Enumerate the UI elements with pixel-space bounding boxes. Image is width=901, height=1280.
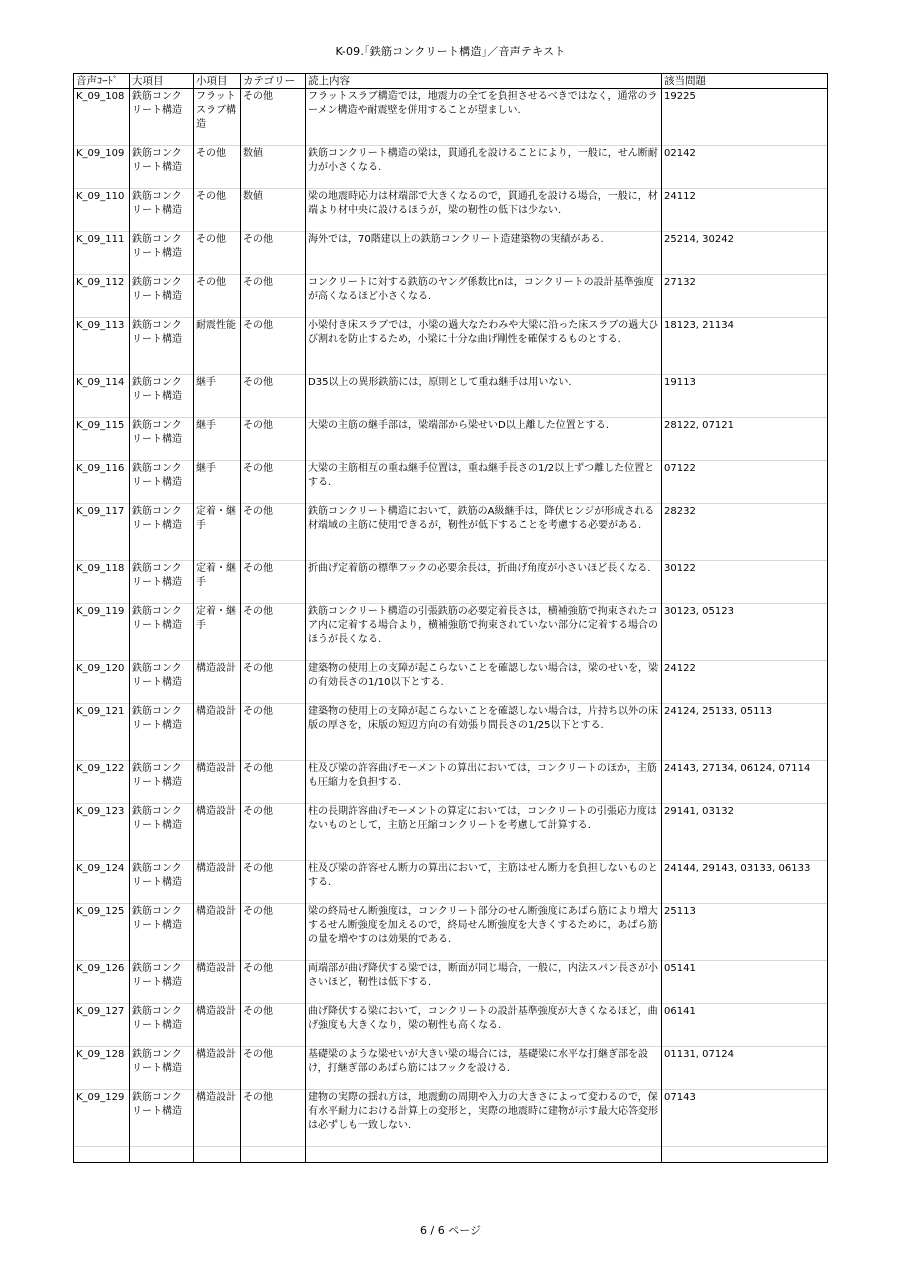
empty-cell xyxy=(306,1147,662,1163)
cell-category: その他 xyxy=(241,761,306,804)
table-body xyxy=(74,89,828,1163)
cell-questions: 30122 xyxy=(662,561,828,604)
cell-code: K_09_120 xyxy=(74,661,130,704)
cell-category: その他 xyxy=(241,318,306,375)
empty-cell xyxy=(194,1147,241,1163)
cell-major: 鉄筋コンクリート構造 xyxy=(130,232,194,275)
cell-minor: 構造設計 xyxy=(194,1047,241,1090)
cell-minor: 継手 xyxy=(194,418,241,461)
table-row xyxy=(74,504,828,561)
cell-code: K_09_108 xyxy=(74,89,130,146)
cell-major: 鉄筋コンクリート構造 xyxy=(130,275,194,318)
table-row xyxy=(74,904,828,961)
cell-minor: フラットスラブ構造 xyxy=(194,89,241,146)
cell-minor: その他 xyxy=(194,146,241,189)
cell-category: 数値 xyxy=(241,189,306,232)
table-row xyxy=(74,461,828,504)
cell-text: コンクリートに対する鉄筋のヤング係数比nは，コンクリートの設計基準強度が高くなるほど小さくなる. xyxy=(306,275,662,318)
table-row xyxy=(74,232,828,275)
cell-major: 鉄筋コンクリート構造 xyxy=(130,561,194,604)
cell-minor: 構造設計 xyxy=(194,661,241,704)
cell-text: フラットスラブ構造では，地震力の全てを負担させるべきではなく，通常のラーメン構造や耐震壁を併用することが望ましい. xyxy=(306,89,662,146)
cell-major: 鉄筋コンクリート構造 xyxy=(130,904,194,961)
table-header-row xyxy=(74,74,828,89)
cell-minor: 耐震性能 xyxy=(194,318,241,375)
cell-category: その他 xyxy=(241,275,306,318)
cell-category: その他 xyxy=(241,604,306,661)
cell-category: その他 xyxy=(241,1004,306,1047)
cell-category: その他 xyxy=(241,561,306,604)
cell-code: K_09_124 xyxy=(74,861,130,904)
cell-code: K_09_112 xyxy=(74,275,130,318)
cell-text: 建築物の使用上の支障が起こらないことを確認しない場合は，片持ち以外の床版の厚さを，床版の短辺方向の有効張り間長さの1/25以下とする. xyxy=(306,704,662,761)
cell-major: 鉄筋コンクリート構造 xyxy=(130,1090,194,1147)
cell-minor: 構造設計 xyxy=(194,704,241,761)
cell-category: その他 xyxy=(241,461,306,504)
cell-minor: 継手 xyxy=(194,375,241,418)
cell-questions: 24124, 25133, 05113 xyxy=(662,704,828,761)
cell-category: その他 xyxy=(241,861,306,904)
cell-category: その他 xyxy=(241,804,306,861)
page-title: K-09.｢鉄筋コンクリート構造｣／音声テキスト xyxy=(335,45,566,58)
cell-minor: その他 xyxy=(194,232,241,275)
table-row xyxy=(74,661,828,704)
cell-code: K_09_123 xyxy=(74,804,130,861)
cell-category: その他 xyxy=(241,1047,306,1090)
cell-questions: 06141 xyxy=(662,1004,828,1047)
cell-major: 鉄筋コンクリート構造 xyxy=(130,418,194,461)
cell-questions: 24143, 27134, 06124, 07114 xyxy=(662,761,828,804)
empty-cell xyxy=(241,1147,306,1163)
cell-questions: 28232 xyxy=(662,504,828,561)
column-header-questions: 該当問題 xyxy=(662,74,828,89)
cell-major: 鉄筋コンクリート構造 xyxy=(130,1004,194,1047)
cell-minor: 定着・継手 xyxy=(194,604,241,661)
cell-code: K_09_122 xyxy=(74,761,130,804)
cell-major: 鉄筋コンクリート構造 xyxy=(130,661,194,704)
cell-category: その他 xyxy=(241,661,306,704)
column-header-code: 音声ｺｰﾄﾞ xyxy=(74,74,130,89)
cell-code: K_09_116 xyxy=(74,461,130,504)
cell-text: 柱の長期許容曲げモーメントの算定においては，コンクリートの引張応力度はないものとして，主筋と圧縮コンクリートを考慮して計算する. xyxy=(306,804,662,861)
table-row xyxy=(74,89,828,146)
cell-major: 鉄筋コンクリート構造 xyxy=(130,804,194,861)
cell-category: その他 xyxy=(241,504,306,561)
cell-category: その他 xyxy=(241,375,306,418)
cell-minor: 定着・継手 xyxy=(194,504,241,561)
cell-code: K_09_110 xyxy=(74,189,130,232)
table-row xyxy=(74,761,828,804)
cell-questions: 07143 xyxy=(662,1090,828,1147)
cell-code: K_09_125 xyxy=(74,904,130,961)
cell-questions: 01131, 07124 xyxy=(662,1047,828,1090)
cell-text: 大梁の主筋相互の重ね継手位置は，重ね継手長さの1/2以上ずつ離した位置とする. xyxy=(306,461,662,504)
cell-code: K_09_113 xyxy=(74,318,130,375)
cell-text: 柱及び梁の許容せん断力の算出において，主筋はせん断力を負担しないものとする. xyxy=(306,861,662,904)
table-empty-row xyxy=(74,1147,828,1163)
cell-category: 数値 xyxy=(241,146,306,189)
cell-text: 柱及び梁の許容曲げモーメントの算出においては，コンクリートのほか，主筋も圧縮力を負担する. xyxy=(306,761,662,804)
cell-category: その他 xyxy=(241,1090,306,1147)
cell-code: K_09_111 xyxy=(74,232,130,275)
empty-cell xyxy=(130,1147,194,1163)
cell-questions: 19113 xyxy=(662,375,828,418)
cell-code: K_09_119 xyxy=(74,604,130,661)
column-header-text: 読上内容 xyxy=(306,74,662,89)
table-row xyxy=(74,418,828,461)
cell-code: K_09_127 xyxy=(74,1004,130,1047)
cell-questions: 05141 xyxy=(662,961,828,1004)
cell-major: 鉄筋コンクリート構造 xyxy=(130,704,194,761)
cell-code: K_09_109 xyxy=(74,146,130,189)
cell-text: 鉄筋コンクリート構造の引張鉄筋の必要定着長さは，横補強筋で拘束されたコア内に定着する場合より，横補強筋で拘束されていない部分に定着する場合のほうが長くなる. xyxy=(306,604,662,661)
cell-text: 鉄筋コンクリート構造の梁は，貫通孔を設けることにより，一般に，せん断耐力が小さくなる. xyxy=(306,146,662,189)
page-number: 6 / 6 ページ xyxy=(420,1224,481,1237)
cell-code: K_09_114 xyxy=(74,375,130,418)
cell-minor: 継手 xyxy=(194,461,241,504)
cell-questions: 24112 xyxy=(662,189,828,232)
cell-code: K_09_121 xyxy=(74,704,130,761)
cell-code: K_09_126 xyxy=(74,961,130,1004)
cell-text: 梁の終局せん断強度は，コンクリート部分のせん断強度にあばら筋により増大するせん断強度を加えるので，終局せん断強度を大きくするために，あばら筋の量を増やすのは効果的である. xyxy=(306,904,662,961)
column-header-minor: 小項目 xyxy=(194,74,241,89)
cell-major: 鉄筋コンクリート構造 xyxy=(130,375,194,418)
cell-questions: 02142 xyxy=(662,146,828,189)
cell-category: その他 xyxy=(241,704,306,761)
table-row xyxy=(74,275,828,318)
cell-category: その他 xyxy=(241,232,306,275)
cell-text: 建築物の使用上の支障が起こらないことを確認しない場合は，梁のせいを，梁の有効長さの1/10以下とする. xyxy=(306,661,662,704)
table-row xyxy=(74,561,828,604)
cell-major: 鉄筋コンクリート構造 xyxy=(130,861,194,904)
cell-text: 梁の地震時応力は材端部で大きくなるので，貫通孔を設ける場合，一般に，材端より材中央に設けるほうが，梁の靭性の低下は少ない. xyxy=(306,189,662,232)
cell-minor: 構造設計 xyxy=(194,861,241,904)
cell-questions: 25214, 30242 xyxy=(662,232,828,275)
cell-minor: 構造設計 xyxy=(194,761,241,804)
empty-cell xyxy=(662,1147,828,1163)
cell-minor: 構造設計 xyxy=(194,1004,241,1047)
cell-minor: 構造設計 xyxy=(194,961,241,1004)
cell-questions: 25113 xyxy=(662,904,828,961)
cell-minor: 構造設計 xyxy=(194,904,241,961)
cell-minor: 構造設計 xyxy=(194,1090,241,1147)
cell-questions: 24122 xyxy=(662,661,828,704)
cell-minor: 定着・継手 xyxy=(194,561,241,604)
cell-major: 鉄筋コンクリート構造 xyxy=(130,318,194,375)
table-row xyxy=(74,804,828,861)
cell-code: K_09_117 xyxy=(74,504,130,561)
cell-major: 鉄筋コンクリート構造 xyxy=(130,761,194,804)
cell-questions: 24144, 29143, 03133, 06133 xyxy=(662,861,828,904)
table-row xyxy=(74,375,828,418)
cell-text: 曲げ降伏する梁において，コンクリートの設計基準強度が大きくなるほど，曲げ強度も大きくなり，梁の靭性も高くなる. xyxy=(306,1004,662,1047)
empty-cell xyxy=(74,1147,130,1163)
cell-text: D35以上の異形鉄筋には，原則として重ね継手は用いない. xyxy=(306,375,662,418)
table-row xyxy=(74,318,828,375)
cell-major: 鉄筋コンクリート構造 xyxy=(130,461,194,504)
cell-minor: その他 xyxy=(194,189,241,232)
cell-major: 鉄筋コンクリート構造 xyxy=(130,604,194,661)
cell-major: 鉄筋コンクリート構造 xyxy=(130,504,194,561)
table-row xyxy=(74,961,828,1004)
cell-questions: 29141, 03132 xyxy=(662,804,828,861)
cell-category: その他 xyxy=(241,418,306,461)
table-row xyxy=(74,146,828,189)
cell-major: 鉄筋コンクリート構造 xyxy=(130,146,194,189)
cell-category: その他 xyxy=(241,89,306,146)
cell-text: 両端部が曲げ降伏する梁では，断面が同じ場合，一般に，内法スパン長さが小さいほど，靭性は低下する. xyxy=(306,961,662,1004)
cell-minor: 構造設計 xyxy=(194,804,241,861)
voice-text-table xyxy=(73,73,828,1163)
cell-questions: 18123, 21134 xyxy=(662,318,828,375)
table-row xyxy=(74,1004,828,1047)
cell-category: その他 xyxy=(241,904,306,961)
cell-questions: 07122 xyxy=(662,461,828,504)
table-row xyxy=(74,861,828,904)
cell-text: 小梁付き床スラブでは，小梁の過大なたわみや大梁に沿った床スラブの過大ひび割れを防止するため，小梁に十分な曲げ剛性を確保するものとする. xyxy=(306,318,662,375)
table-row xyxy=(74,604,828,661)
cell-text: 海外では，70階建以上の鉄筋コンクリート造建築物の実績がある. xyxy=(306,232,662,275)
table-row xyxy=(74,704,828,761)
cell-questions: 19225 xyxy=(662,89,828,146)
table-row xyxy=(74,189,828,232)
cell-major: 鉄筋コンクリート構造 xyxy=(130,961,194,1004)
cell-text: 折曲げ定着筋の標準フックの必要余長は，折曲げ角度が小さいほど長くなる. xyxy=(306,561,662,604)
column-header-major: 大項目 xyxy=(130,74,194,89)
cell-major: 鉄筋コンクリート構造 xyxy=(130,189,194,232)
cell-text: 基礎梁のような梁せいが大きい梁の場合には，基礎梁に水平な打継ぎ部を設け，打継ぎ部のあばら筋にはフックを設ける. xyxy=(306,1047,662,1090)
cell-code: K_09_118 xyxy=(74,561,130,604)
cell-questions: 27132 xyxy=(662,275,828,318)
cell-code: K_09_115 xyxy=(74,418,130,461)
table-row xyxy=(74,1090,828,1147)
table-row xyxy=(74,1047,828,1090)
cell-code: K_09_128 xyxy=(74,1047,130,1090)
cell-code: K_09_129 xyxy=(74,1090,130,1147)
cell-questions: 30123, 05123 xyxy=(662,604,828,661)
cell-questions: 28122, 07121 xyxy=(662,418,828,461)
cell-text: 建物の実際の揺れ方は，地震動の周期や入力の大きさによって変わるので，保有水平耐力における計算上の変形と，実際の地震時に建物が示す最大応答変形は必ずしも一致しない. xyxy=(306,1090,662,1147)
cell-category: その他 xyxy=(241,961,306,1004)
cell-major: 鉄筋コンクリート構造 xyxy=(130,89,194,146)
cell-text: 大梁の主筋の継手部は，梁端部から梁せいD以上離した位置とする. xyxy=(306,418,662,461)
cell-minor: その他 xyxy=(194,275,241,318)
column-header-category: カテゴリー xyxy=(241,74,306,89)
cell-text: 鉄筋コンクリート構造において，鉄筋のA級継手は，降伏ヒンジが形成される材端域の主筋に使用できるが，靭性が低下することを考慮する必要がある. xyxy=(306,504,662,561)
cell-major: 鉄筋コンクリート構造 xyxy=(130,1047,194,1090)
